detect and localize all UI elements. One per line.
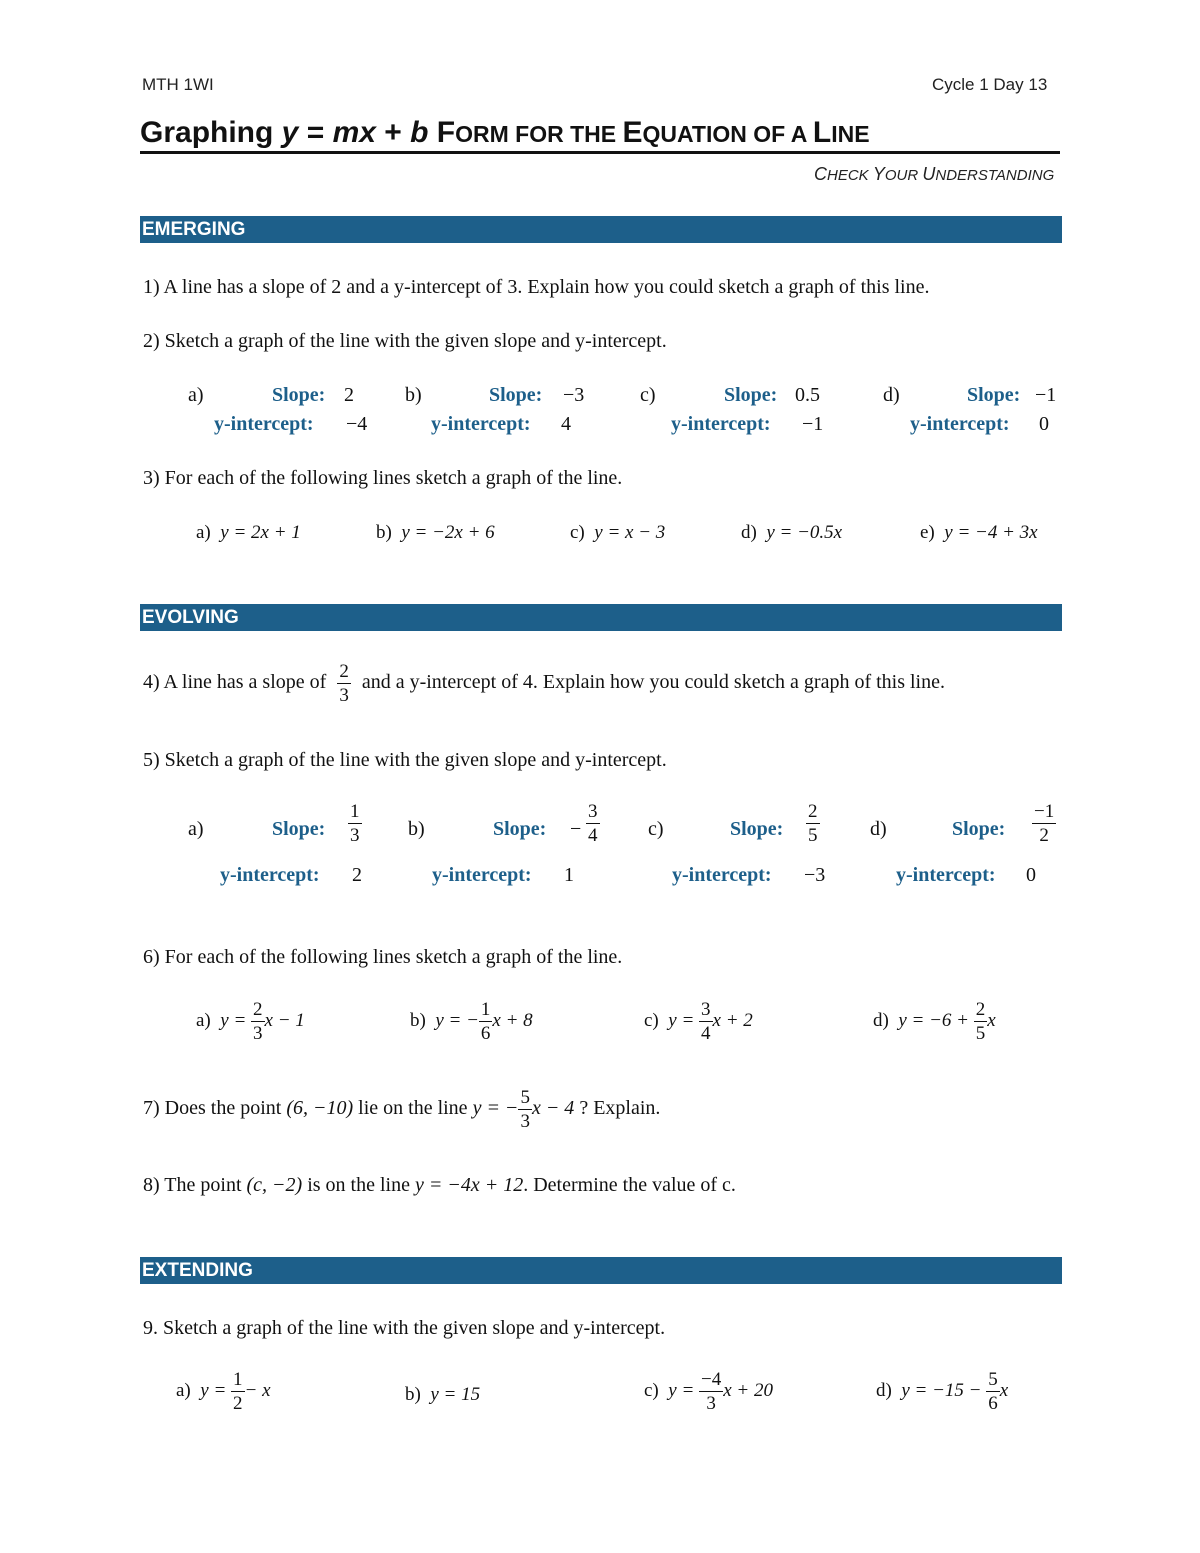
q6-item-b: b) y = − $\frac{1}{6}$ x + 8	[410, 999, 533, 1044]
subtitle: CHECK YOUR UNDERSTANDING	[814, 164, 1055, 184]
q3-item-d: d) y = −0.5x	[741, 522, 843, 543]
title-underline	[140, 151, 1060, 154]
q3-item-e: e) y = −4 + 3x	[920, 522, 1038, 543]
question-5: 5) Sketch a graph of the line with the given slope and y-intercept.	[143, 749, 667, 771]
q9-item-c: c) y = $\frac{-4}{3}$ x + 20	[644, 1369, 774, 1414]
cycle-day: Cycle 1 Day 13	[932, 75, 1048, 94]
section-extending: EXTENDING	[140, 1257, 1062, 1284]
page-title: Graphing y = mx + b FORM FOR THE EQUATION OF A LINE	[140, 116, 870, 149]
q3-item-c: c) y = x − 3	[570, 522, 666, 543]
question-3: 3) For each of the following lines sketch a graph of the line.	[143, 467, 623, 489]
section-emerging: EMERGING	[140, 216, 1062, 243]
question-2: 2) Sketch a graph of the line with the given slope and y-intercept.	[143, 330, 667, 352]
question-9: 9. Sketch a graph of the line with the given slope and y-intercept.	[143, 1317, 666, 1339]
q9-item-a: a) y = $\frac{1}{2}$ − x	[176, 1369, 271, 1414]
q3-item-b: b) y = −2x + 6	[376, 522, 495, 543]
q5-item-d: d) Slope: $\frac{-1}{2}$ y-intercept: 0	[870, 801, 1055, 886]
q5-item-c: c) Slope: $\frac{2}{5}$ y-intercept: −3	[648, 801, 826, 886]
section-evolving: EVOLVING	[140, 604, 1062, 631]
q6-item-c: c) y = $\frac{3}{4}$ x + 2	[644, 999, 753, 1044]
question-1: 1) A line has a slope of 2 and a y-intercept of 3. Explain how you could sketch a graph of this line.	[143, 276, 930, 298]
question-8: 8) The point (c, −2) is on the line y = −4x + 12. Determine the value of c.	[143, 1174, 736, 1196]
question-6: 6) For each of the following lines sketch a graph of the line.	[143, 946, 623, 968]
q5-item-a: a) Slope: $\frac{1}{3}$ y-intercept: 2	[188, 801, 362, 886]
question-7: 7) Does the point (6, −10) lie on the line y = − $\frac{5}{3}$ x − 4 ? Explain.	[143, 1087, 661, 1132]
course-code: MTH 1WI	[142, 75, 214, 94]
q9-item-b: b) y = 15	[405, 1384, 481, 1405]
q9-item-d: d) y = −15 − $\frac{5}{6}$ x	[876, 1369, 1009, 1414]
question-4: 4) A line has a slope of $\frac{2}{3}$ and a y-intercept of 4. Explain how you could sketch a graph of this line.	[143, 661, 945, 706]
q6-item-a: a) y = $\frac{2}{3}$ x − 1	[196, 999, 305, 1044]
q6-item-d: d) y = −6 + $\frac{2}{5}$ x	[873, 999, 996, 1044]
q5-item-b: b) Slope: − $\frac{3}{4}$ y-intercept: 1	[408, 801, 598, 886]
q3-item-a: a) y = 2x + 1	[196, 522, 301, 543]
